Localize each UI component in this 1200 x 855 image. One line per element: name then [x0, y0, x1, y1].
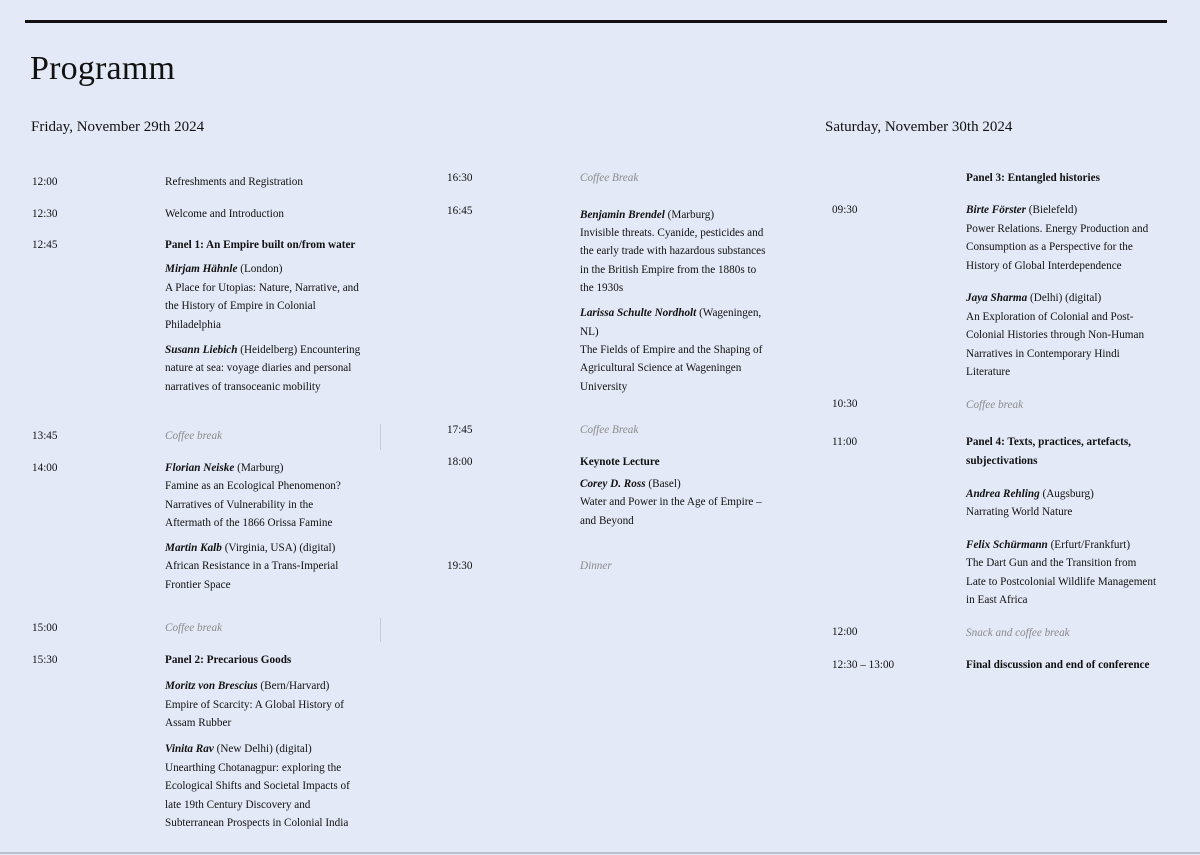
time-slot: 15:00	[32, 622, 58, 634]
talk-title-line: Famine as an Ecological Phenomenon?	[165, 480, 341, 492]
speaker-name: Felix Schürmann	[966, 539, 1048, 551]
talk-title-line: African Resistance in a Trans-Imperial	[165, 560, 339, 572]
speaker-affiliation: (Marburg)	[664, 209, 715, 221]
speaker-affiliation: (Erfurt/Frankfurt)	[1047, 539, 1131, 551]
cell-divider	[380, 618, 381, 642]
speaker-line	[165, 677, 329, 696]
time-slot: 15:30	[32, 654, 58, 666]
panel-title: Panel 3: Entangled histories	[966, 172, 1100, 184]
speaker-line	[165, 539, 335, 558]
speaker-name: Florian Neiske	[165, 462, 235, 474]
speaker-line	[165, 459, 284, 478]
talk-title-line: nature at sea: voyage diaries and personal	[165, 362, 352, 374]
coffee-break: Coffee Break	[580, 172, 639, 184]
time-slot: 13:45	[32, 430, 58, 442]
talk-title-line: Unearthing Chotanagpur: exploring the	[165, 762, 342, 774]
speaker-affiliation: (New Delhi) (digital)	[213, 743, 312, 755]
talk-title-line: the 1930s	[580, 282, 624, 294]
time-slot: 18:00	[447, 456, 473, 468]
speaker-affiliation-cont: NL)	[580, 326, 599, 338]
speaker-affiliation: (Delhi) (digital)	[1027, 292, 1102, 304]
speaker-name: Birte Förster	[966, 204, 1026, 216]
talk-title-line: in the British Empire from the 1880s to	[580, 264, 757, 276]
talk-title-line: The Dart Gun and the Transition from	[966, 557, 1137, 569]
speaker-line	[966, 201, 1077, 220]
coffee-break: Coffee Break	[580, 424, 639, 436]
talk-title-line: the History of Empire in Colonial	[165, 300, 316, 312]
dinner: Dinner	[580, 560, 612, 572]
speaker-line	[966, 536, 1130, 555]
talk-title-line: Frontier Space	[165, 579, 231, 591]
talk-title-line: An Exploration of Colonial and Post-	[966, 311, 1134, 323]
talk-title-line: late 19th Century Discovery and	[165, 799, 311, 811]
talk-title-line: in East Africa	[966, 594, 1028, 606]
time-slot: 16:30	[447, 172, 473, 184]
speaker-affiliation: (Marburg)	[234, 462, 284, 474]
time-slot: 09:30	[832, 204, 858, 216]
talk-title-line: Empire of Scarcity: A Global History of	[165, 699, 344, 711]
time-slot: 12:30	[32, 208, 58, 220]
talk-title-line: A Place for Utopias: Nature, Narrative, and	[165, 282, 359, 294]
session-welcome: Welcome and Introduction	[165, 208, 285, 220]
speaker-affiliation: (Bielefeld)	[1026, 204, 1078, 216]
coffee-break: Coffee break	[165, 622, 223, 634]
speaker-name: Andrea Rehling	[966, 488, 1040, 500]
coffee-break: Snack and coffee break	[966, 627, 1070, 639]
speaker-name: Martin Kalb	[165, 542, 222, 554]
talk-title-line: Aftermath of the 1866 Orissa Famine	[165, 517, 333, 529]
talk-title-line: Invisible threats. Cyanide, pesticides and	[580, 227, 764, 239]
coffee-break: Coffee break	[165, 430, 223, 442]
time-slot: 10:30	[832, 398, 858, 410]
speaker-line	[165, 341, 360, 360]
coffee-break: Coffee break	[966, 399, 1024, 411]
talk-title-line: narratives of transoceanic mobility	[165, 381, 321, 393]
talk-title-line: and Beyond	[580, 515, 634, 527]
time-slot: 11:00	[832, 436, 858, 448]
time-slot: 12:30 – 13:00	[832, 659, 895, 671]
speaker-affiliation: (Basel)	[645, 478, 681, 490]
talk-title-line: History of Global Interdependence	[966, 260, 1122, 272]
time-slot: 17:45	[447, 424, 473, 436]
talk-title-line: Late to Postcolonial Wildlife Management	[966, 576, 1157, 588]
speaker-affiliation: (Wageningen,	[696, 307, 762, 319]
time-slot: 12:00	[832, 626, 858, 638]
speaker-name: Jaya Sharma	[966, 292, 1028, 304]
page-title: Programm	[30, 50, 176, 87]
speaker-name: Benjamin Brendel	[580, 209, 665, 221]
talk-title-line: Colonial Histories through Non-Human	[966, 329, 1145, 341]
speaker-line	[966, 485, 1094, 504]
talk-title-line: the early trade with hazardous substances	[580, 245, 766, 257]
speaker-line	[580, 475, 681, 494]
day-heading-friday: Friday, November 29th 2024	[31, 119, 205, 135]
speaker-line	[580, 206, 714, 225]
talk-title-line: Narrating World Nature	[966, 506, 1073, 518]
talk-title-line: Literature	[966, 366, 1011, 378]
top-rule	[25, 20, 1167, 23]
talk-title-line: Agricultural Science at Wageningen	[580, 362, 742, 374]
speaker-line	[580, 304, 761, 323]
panel-title: Panel 1: An Empire built on/from water	[165, 239, 356, 251]
talk-title-line: Narratives in Contemporary Hindi	[966, 348, 1120, 360]
day-heading-saturday: Saturday, November 30th 2024	[825, 119, 1013, 135]
talk-title-line: The Fields of Empire and the Shaping of	[580, 344, 763, 356]
keynote-title: Keynote Lecture	[580, 456, 660, 468]
time-slot: 16:45	[447, 205, 473, 217]
session-refreshments: Refreshments and Registration	[165, 176, 303, 188]
time-slot: 19:30	[447, 560, 473, 572]
speaker-name: Susann Liebich	[165, 344, 238, 356]
final-discussion: Final discussion and end of conference	[966, 659, 1150, 671]
talk-title-line: Assam Rubber	[165, 717, 232, 729]
speaker-line	[165, 260, 283, 279]
talk-title-line: Power Relations. Energy Production and	[966, 223, 1149, 235]
talk-title-line: Ecological Shifts and Societal Impacts of	[165, 780, 350, 792]
speaker-name: Corey D. Ross	[580, 478, 646, 490]
talk-title-line: University	[580, 381, 628, 393]
time-slot: 12:45	[32, 239, 58, 251]
speaker-line	[165, 740, 312, 759]
speaker-name: Vinita Rav	[165, 743, 214, 755]
speaker-affiliation: (Virginia, USA) (digital)	[221, 542, 336, 554]
speaker-affiliation: (Augsburg)	[1039, 488, 1094, 500]
talk-title-line: Subterranean Prospects in Colonial India	[165, 817, 349, 829]
panel-title: Panel 4: Texts, practices, artefacts,	[966, 436, 1131, 448]
talk-title-line: Philadelphia	[165, 319, 221, 331]
speaker-name: Moritz von Brescius	[165, 680, 258, 692]
panel-title-cont: subjectivations	[966, 455, 1038, 467]
cell-divider	[380, 424, 381, 450]
talk-title-line: Narratives of Vulnerability in the	[165, 499, 314, 511]
talk-title-line: Water and Power in the Age of Empire –	[580, 496, 762, 508]
speaker-affiliation: (Bern/Harvard)	[257, 680, 330, 692]
time-slot: 14:00	[32, 462, 58, 474]
bottom-edge	[0, 852, 1200, 854]
speaker-name: Larissa Schulte Nordholt	[580, 307, 697, 319]
time-slot: 12:00	[32, 176, 58, 188]
talk-title-line: Consumption as a Perspective for the	[966, 241, 1133, 253]
speaker-line	[966, 289, 1101, 308]
panel-title: Panel 2: Precarious Goods	[165, 654, 292, 666]
speaker-name: Mirjam Hähnle	[165, 263, 238, 275]
speaker-affiliation: (London)	[237, 263, 283, 275]
speaker-affiliation: (Heidelberg) Encountering	[237, 344, 361, 356]
